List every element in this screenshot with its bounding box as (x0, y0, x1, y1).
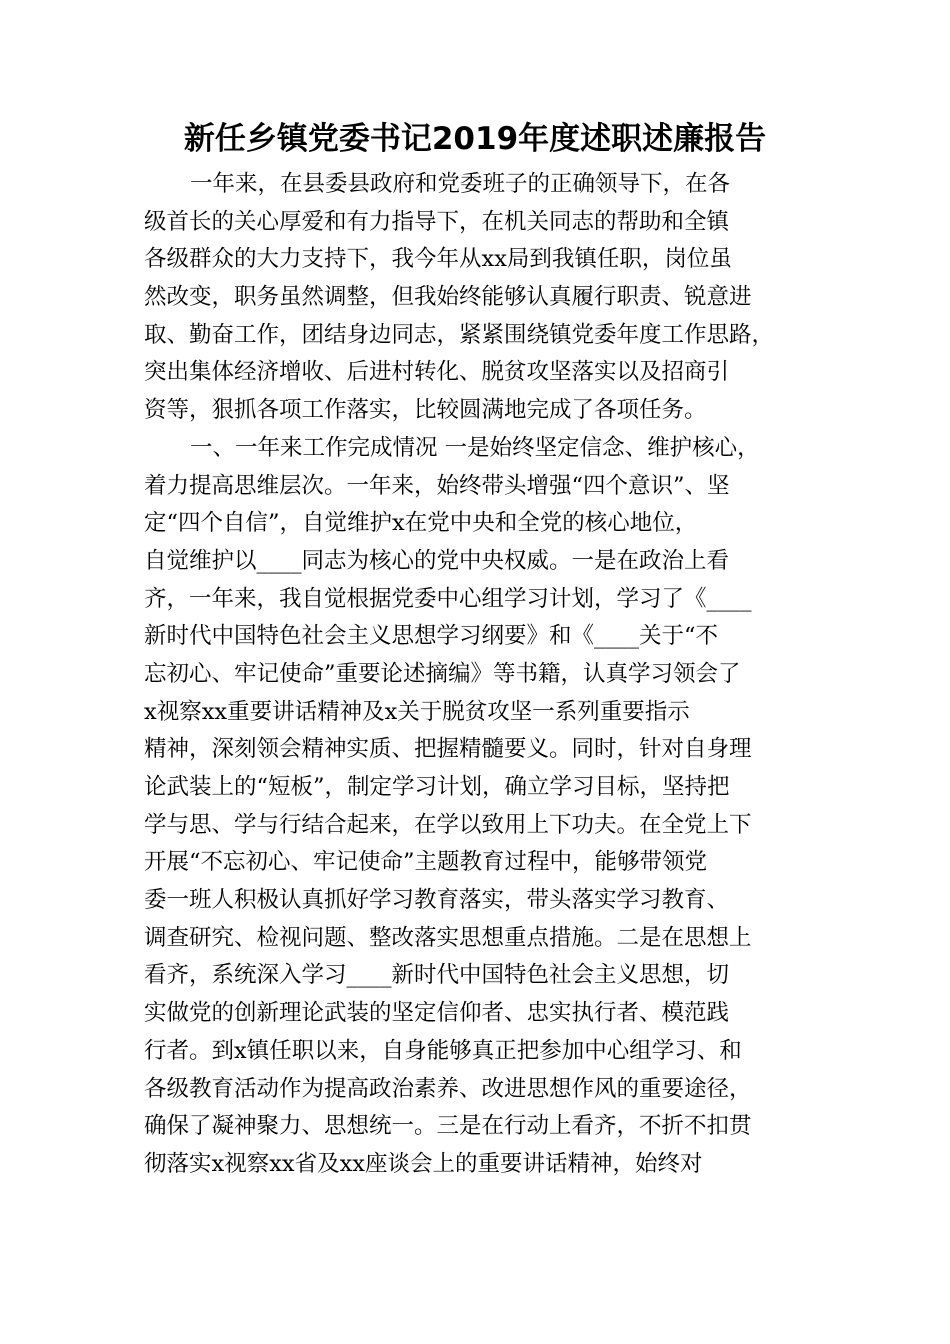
document-body (144, 166, 816, 1184)
body-line: 确保了凝神聚力、思想统一。三是在行动上看齐，不折不扣贯 (144, 1113, 752, 1140)
body-line: 论武装上的“短板”，制定学习计划，确立学习目标，坚持把 (144, 774, 730, 800)
body-line: 调查研究、检视问题、整改落实思想重点措施。二是在思想上 (144, 924, 752, 951)
body-line: 齐，一年来，我自觉根据党委中心组学习计划，学习了《____ (144, 585, 752, 612)
body-line: 彻落实x视察xx省及xx座谈会上的重要讲话精神，始终对 (144, 1150, 703, 1177)
body-line: 自觉维护以____同志为核心的党中央权威。一是在政治上看 (144, 547, 730, 574)
body-line: 行者。到x镇任职以来，自身能够真正把参加中心组学习、和 (144, 1037, 742, 1064)
body-line: 委一班人积极认真抓好学习教育落实，带头落实学习教育、 (144, 887, 730, 914)
body-line: x视察xx重要讲话精神及x关于脱贫攻坚一系列重要指示 (144, 698, 690, 725)
body-line: 定“四个自信”，自觉维护x在党中央和全党的核心地位， (144, 510, 698, 537)
document-title: 新任乡镇党委书记2019年度述职述廉报告 (183, 121, 767, 157)
body-line: 级首长的关心厚爱和有力指导下，在机关同志的帮助和全镇 (144, 208, 730, 235)
body-line: 一年来，在县委县政府和党委班子的正确领导下，在各 (190, 171, 731, 197)
body-line: 看齐，系统深入学习____新时代中国特色社会主义思想，切 (144, 962, 730, 989)
body-line: 取、勤奋工作，团结身边同志，紧紧围绕镇党委年度工作思路， (144, 321, 775, 348)
body-line: 开展“不忘初心、牢记使命”主题教育过程中，能够带领党 (144, 849, 708, 876)
body-line: 忘初心、牢记使命”重要论述摘编》等书籍，认真学习领会了 (144, 660, 741, 687)
body-line: 精神，深刻领会精神实质、把握精髓要义。同时，针对自身理 (144, 736, 752, 763)
body-line: 学与思、学与行结合起来，在学以致用上下功夫。在全党上下 (144, 811, 752, 838)
body-line: 新时代中国特色社会主义思想学习纲要》和《____关于“不 (144, 623, 719, 650)
body-line: 然改变，职务虽然调整，但我始终能够认真履行职责、锐意进 (144, 284, 752, 311)
body-line: 突出集体经济增收、后进村转化、脱贫攻坚落实以及招商引 (144, 359, 730, 386)
body-line: 资等，狠抓各项工作落实，比较圆满地完成了各项任务。 (144, 397, 707, 424)
body-line: 实做党的创新理论武装的坚定信仰者、忠实执行者、模范践 (144, 1000, 730, 1027)
body-line: 一、一年来工作完成情况 一是始终坚定信念、维护核心， (190, 434, 760, 461)
body-line: 各级群众的大力支持下，我今年从xx局到我镇任职，岗位虽 (144, 246, 732, 273)
body-line: 着力提高思维层次。一年来，始终带头增强“四个意识”、坚 (144, 472, 730, 499)
body-line: 各级教育活动作为提高政治素养、改进思想作风的重要途径， (144, 1075, 752, 1102)
